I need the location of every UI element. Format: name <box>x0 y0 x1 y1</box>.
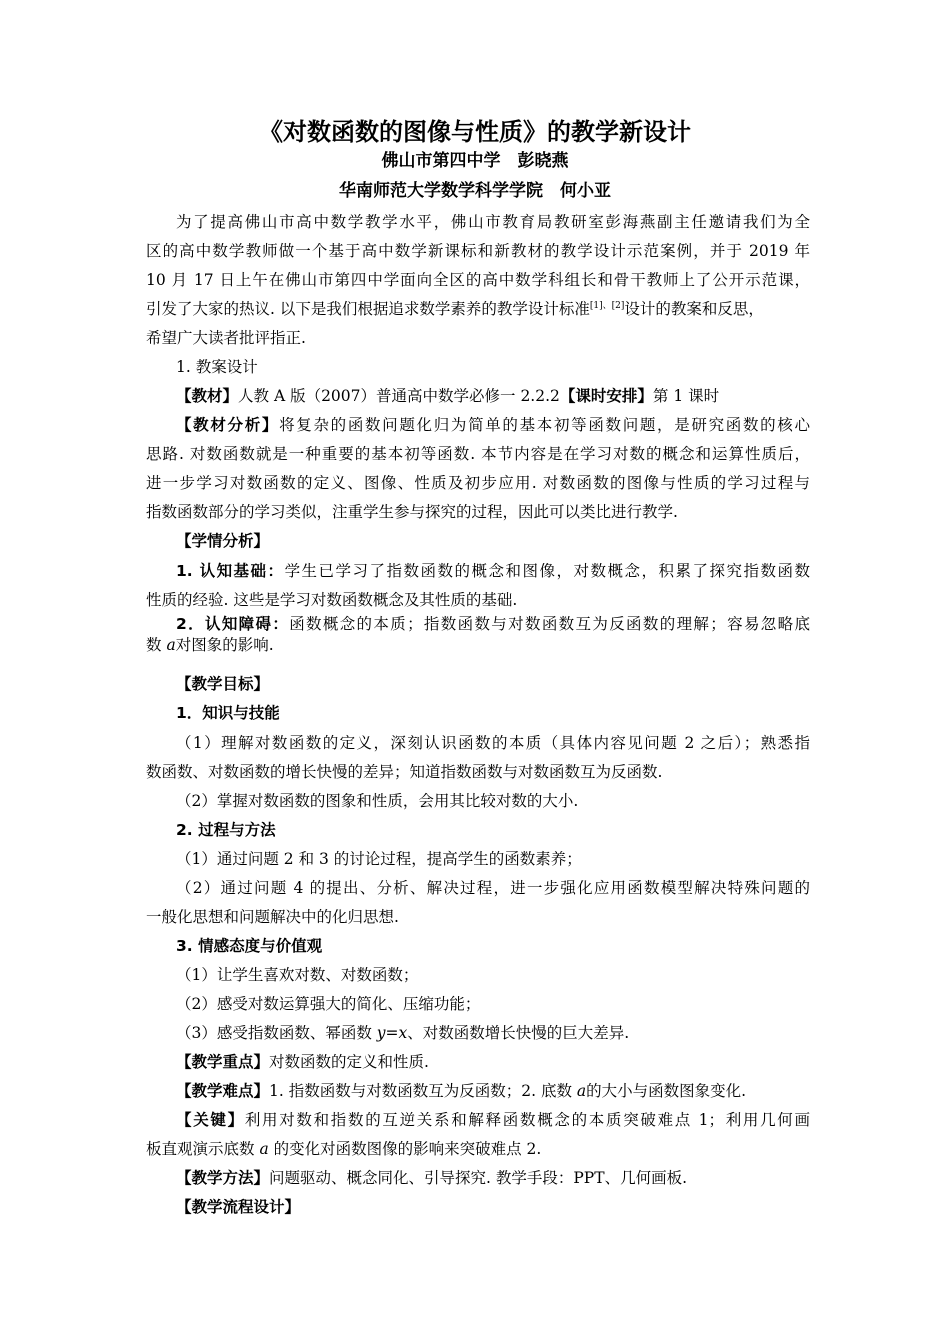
analysis-line-1: 【教材分析】将复杂的函数问题化归为简单的基本初等函数问题，是研究函数的核心 <box>176 416 810 434</box>
goal-2-1: （1）通过问题 2 和 3 的讨论过程，提高学生的函数素养； <box>176 850 582 868</box>
goal-1-1-line-1: （1）理解对数函数的定义，深刻认识函数的本质（具体内容见问题 2 之后）；熟悉指 <box>176 734 810 752</box>
student-basis-line-2: 性质的经验. 这些是学习对数函数概念及其性质的基础. <box>146 591 518 609</box>
goals-heading: 【教学目标】 <box>176 675 270 693</box>
goal-3-1: （1）让学生喜欢对数、对数函数； <box>176 966 419 984</box>
section-heading-1: 1. 教案设计 <box>176 358 258 376</box>
author-line-1: 佛山市第四中学 彭晓燕 <box>381 151 569 171</box>
goal-2-2-line-1: （2）通过问题 4 的提出、分析、解决过程，进一步强化应用函数模型解决特殊问题的 <box>176 879 810 897</box>
student-basis-line-1: 1. 认知基础：学生已学习了指数函数的概念和图像，对数概念，积累了探究指数函数 <box>176 562 810 580</box>
student-obstacle-line-2: 数 a对图象的影响. <box>146 636 274 654</box>
goal-3-3: （3）感受指数函数、幂函数 y=x、对数函数增长快慢的巨大差异. <box>176 1024 630 1042</box>
method-line: 【教学方法】问题驱动、概念同化、引导探究. 教学手段：PPT、几何画板. <box>176 1169 687 1187</box>
analysis-line-4: 指数函数部分的学习类似，注重学生参与探究的过程，因此可以类比进行教学. <box>146 503 678 521</box>
goal-1-2: （2）掌握对数函数的图象和性质，会用其比较对数的大小. <box>176 792 579 810</box>
author-line-2: 华南师范大学数学科学学院 何小亚 <box>339 181 611 201</box>
crux-line-2: 板直观演示底数 a 的变化对函数图像的影响来突破难点 2. <box>146 1140 542 1158</box>
intro-line-5: 希望广大读者批评指正. <box>146 329 306 347</box>
page-title: 《对数函数的图像与性质》的教学新设计 <box>259 118 691 146</box>
goal-3-2: （2）感受对数运算强大的简化、压缩功能； <box>176 995 481 1013</box>
goal-2-2-line-2: 一般化思想和问题解决中的化归思想. <box>146 908 399 926</box>
intro-line-2: 区的高中数学教师做一个基于高中数学新课标和新教材的教学设计示范案例，并于 2019 年 <box>146 242 810 260</box>
crux-line-1: 【关键】利用对数和指数的互逆关系和解释函数概念的本质突破难点 1；利用几何画 <box>176 1111 810 1129</box>
flow-heading: 【教学流程设计】 <box>176 1198 301 1216</box>
key-point-line: 【教学重点】对数函数的定义和性质. <box>176 1053 429 1071</box>
goal-2-heading: 2. 过程与方法 <box>176 821 276 839</box>
analysis-line-2: 思路. 对数函数就是一种重要的基本初等函数. 本节内容是在学习对数的概念和运算性质后， <box>146 445 810 463</box>
material-line: 【教材】人教 A 版（2007）普通高中数学必修一 2.2.2【课时安排】第 1 课时 <box>176 387 720 405</box>
student-analysis-heading: 【学情分析】 <box>176 532 270 550</box>
goal-1-heading: 1．知识与技能 <box>176 704 280 722</box>
analysis-line-3: 进一步学习对数函数的定义、图像、性质及初步应用. 对数函数的图像与性质的学习过程与 <box>146 474 810 492</box>
student-obstacle-line-1: 2．认知障碍：函数概念的本质；指数函数与对数函数互为反函数的理解；容易忽略底 <box>176 615 810 633</box>
intro-line-1: 为了提高佛山市高中数学教学水平，佛山市教育局教研室彭海燕副主任邀请我们为全 <box>176 213 810 231</box>
difficulty-line: 【教学难点】1. 指数函数与对数函数互为反函数；2. 底数 a的大小与函数图象变化. <box>176 1082 747 1100</box>
intro-line-4: 引发了大家的热议. 以下是我们根据追求数学素养的教学设计标准[1]、[2]设计的教案和反思， <box>146 300 764 318</box>
goal-1-1-line-2: 数函数、对数函数的增长快慢的差异；知道指数函数与对数函数互为反函数. <box>146 763 663 781</box>
citation-ref: [1]、[2] <box>589 300 625 311</box>
intro-line-3: 10 月 17 日上午在佛山市第四中学面向全区的高中数学科组长和骨干教师上了公开示范课， <box>146 271 810 289</box>
goal-3-heading: 3. 情感态度与价值观 <box>176 937 323 955</box>
